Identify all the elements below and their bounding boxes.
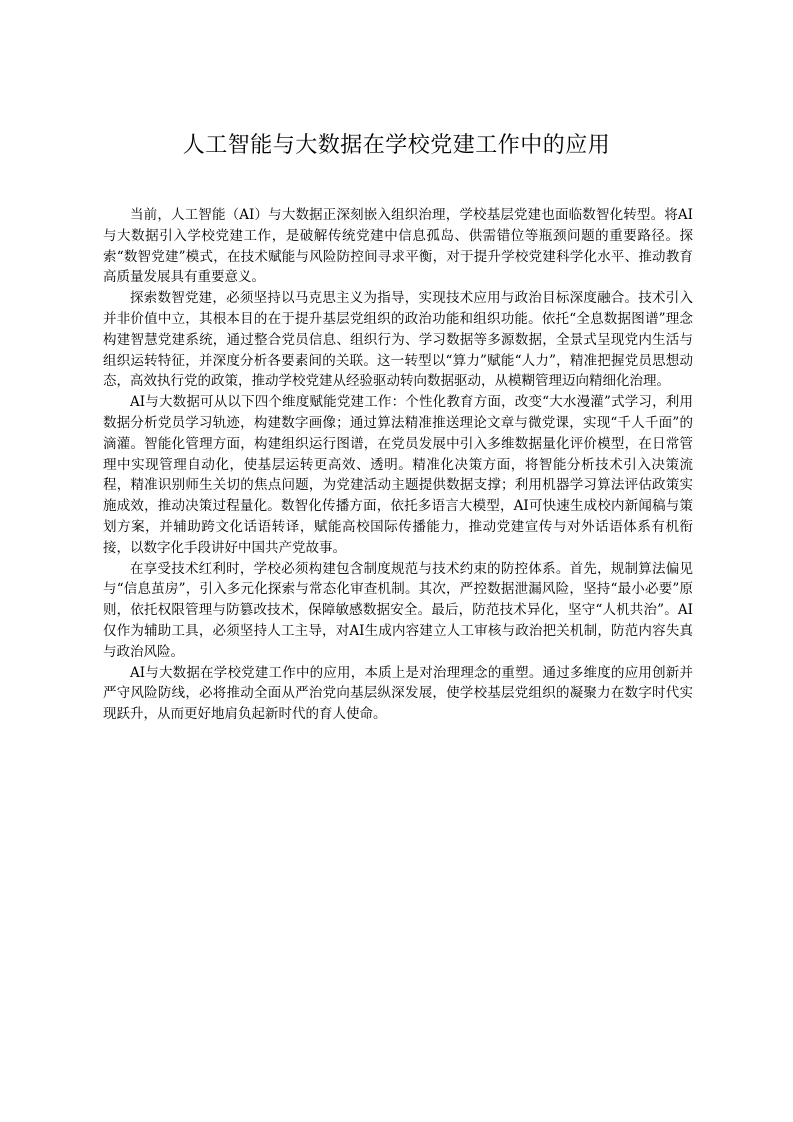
document-body bbox=[103, 205, 693, 725]
paragraph-risk-control: 在享受技术红利时，学校必须构建包含制度规范与技术约束的防控体系。首先，规制算法偏见与“信息茧房”，引入多元化探索与常态化审查机制。其次，严控数据泄漏风险，坚持“最小必要”原则，依托权限管理与防篡改技术，保障敏感数据安全。最后，防范技术异化，坚守“人机共治”。AI仅作为辅助工具，必须坚持人工主导，对AI生成内容建立人工审核与政治把关机制，防范内容失真与政治风险。 bbox=[103, 560, 693, 660]
paragraph-principle: 探索数智党建，必须坚持以马克思主义为指导，实现技术应用与政治目标深度融合。技术引入并非价值中立，其根本目的在于提升基层党组织的政治功能和组织功能。依托“全息数据图谱”理念构建智慧党建系统，通过整合党员信息、组织行为、学习数据等多源数据，全景式呈现党内生活与组织运转特征，并深度分析各要素间的关联。这一转型以“算力”赋能“人力”，精准把握党员思想动态，高效执行党的政策，推动学校党建从经验驱动转向数据驱动，从模糊管理迈向精细化治理。 bbox=[103, 290, 693, 390]
paragraph-conclusion: AI与大数据在学校党建工作中的应用，本质上是对治理理念的重塑。通过多维度的应用创新并严守风险防线，必将推动全面从严治党向基层纵深发展，使学校基层党组织的凝聚力在数字时代实现跃升，从而更好地肩负起新时代的育人使命。 bbox=[103, 664, 693, 723]
paragraph-dimensions: AI与大数据可从以下四个维度赋能党建工作：个性化教育方面，改变“大水漫灌”式学习，利用数据分析党员学习轨迹，构建数字画像；通过算法精准推送理论文章与微党课，实现“千人千面”的滴灌。智能化管理方面，构建组织运行图谱，在党员发展中引入多维数据量化评价模型，在日常管理中实现管理自动化，使基层运转更高效、透明。精准化决策方面，将智能分析技术引入决策流程，精准识别师生关切的焦点问题，为党建活动主题提供数据支撑；利用机器学习算法评估政策实施成效，推动决策过程量化。数智化传播方面，依托多语言大模型，AI可快速生成校内新闻稿与策划方案，并辅助跨文化话语转译，赋能高校国际传播能力，推动党建宣传与对外话语体系有机衔接，以数字化手段讲好中国共产党故事。 bbox=[103, 394, 693, 556]
paragraph-intro: 当前，人工智能（AI）与大数据正深刻嵌入组织治理，学校基层党建也面临数智化转型。将AI与大数据引入学校党建工作，是破解传统党建中信息孤岛、供需错位等瓶颈问题的重要路径。探索“数智党建”模式，在技术赋能与风险防控间寻求平衡，对于提升学校党建科学化水平、推动教育高质量发展具有重要意义。 bbox=[103, 207, 693, 286]
document-title: 人工智能与大数据在学校党建工作中的应用 bbox=[182, 133, 611, 158]
